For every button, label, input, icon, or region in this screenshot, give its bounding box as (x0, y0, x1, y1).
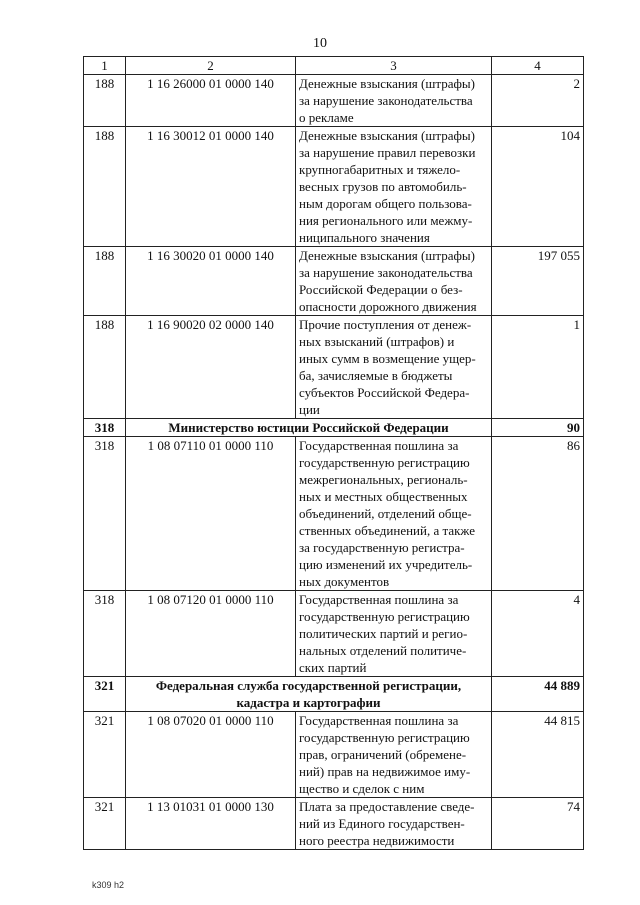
revenue-classification-code: 1 13 01031 01 0000 130 (126, 798, 296, 850)
description-line: Денежные взыскания (штрафы) (299, 76, 475, 91)
description-line: ний) прав на недвижимое иму- (299, 764, 471, 779)
section-header-row (84, 677, 584, 712)
revenue-amount: 197 055 (492, 247, 584, 316)
section-title-line: кадастра и картографии (236, 695, 381, 710)
revenue-description (296, 591, 492, 677)
admin-code: 188 (84, 127, 126, 247)
section-header-row (84, 419, 584, 437)
revenue-classification-code: 1 16 26000 01 0000 140 (126, 75, 296, 127)
revenue-classification-code: 1 16 90020 02 0000 140 (126, 316, 296, 419)
description-line: за нарушение законодательства (299, 93, 473, 108)
description-line: за нарушение законодательства (299, 265, 473, 280)
description-line: опасности дорожного движения (299, 299, 477, 314)
table-row (84, 75, 584, 127)
description-line: Денежные взыскания (штрафы) (299, 248, 475, 263)
column-number-2: 2 (126, 57, 296, 75)
revenue-amount: 44 815 (492, 712, 584, 798)
description-line: ний из Единого государствен- (299, 816, 465, 831)
description-line: субъектов Российской Федера- (299, 385, 470, 400)
description-line: нальных отделений политиче- (299, 643, 467, 658)
admin-code: 321 (84, 712, 126, 798)
section-amount: 90 (492, 419, 584, 437)
table-row (84, 712, 584, 798)
description-line: ного реестра недвижимости (299, 833, 455, 848)
description-line: Государственная пошлина за (299, 438, 459, 453)
description-line: ции (299, 402, 320, 417)
description-line: ных взысканий (штрафов) и (299, 334, 455, 349)
revenue-description (296, 437, 492, 591)
description-line: политических партий и регио- (299, 626, 468, 641)
description-line: ба, зачисляемые в бюджеты (299, 368, 453, 383)
description-line: объединений, отделений обще- (299, 506, 472, 521)
admin-code: 321 (84, 677, 126, 712)
revenue-amount: 104 (492, 127, 584, 247)
description-line: о рекламе (299, 110, 354, 125)
revenue-classification-code: 1 16 30012 01 0000 140 (126, 127, 296, 247)
description-line: государственную регистрацию (299, 730, 470, 745)
description-line: за нарушение правил перевозки (299, 145, 476, 160)
section-amount: 44 889 (492, 677, 584, 712)
description-line: ных документов (299, 574, 390, 589)
revenue-table-container (83, 56, 583, 850)
section-title (126, 677, 492, 712)
admin-code: 188 (84, 247, 126, 316)
revenue-amount: 86 (492, 437, 584, 591)
column-number-4: 4 (492, 57, 584, 75)
admin-code: 318 (84, 419, 126, 437)
table-row (84, 437, 584, 591)
description-line: ным дорогам общего пользова- (299, 196, 472, 211)
description-line: щество и сделок с ним (299, 781, 425, 796)
description-line: за государственную регистра- (299, 540, 465, 555)
revenue-classification-code: 1 08 07020 01 0000 110 (126, 712, 296, 798)
table-row (84, 798, 584, 850)
revenue-description (296, 75, 492, 127)
revenue-amount: 74 (492, 798, 584, 850)
description-line: Плата за предоставление сведе- (299, 799, 475, 814)
column-number-3: 3 (296, 57, 492, 75)
revenue-amount: 1 (492, 316, 584, 419)
admin-code: 188 (84, 316, 126, 419)
admin-code: 318 (84, 591, 126, 677)
description-line: цию изменений их учредитель- (299, 557, 473, 572)
table-row (84, 591, 584, 677)
description-line: прав, ограничений (обремене- (299, 747, 467, 762)
section-title (126, 419, 492, 437)
description-line: Российской Федерации о без- (299, 282, 463, 297)
revenue-description (296, 247, 492, 316)
description-line: ниципального значения (299, 230, 430, 245)
admin-code: 188 (84, 75, 126, 127)
footer-document-code: k309 h2 (92, 880, 125, 890)
section-title-line: Федеральная служба государственной регистрации, (155, 678, 462, 693)
revenue-classification-code: 1 16 30020 01 0000 140 (126, 247, 296, 316)
revenue-amount: 4 (492, 591, 584, 677)
revenue-description (296, 316, 492, 419)
description-line: межрегиональных, региональ- (299, 472, 468, 487)
table-row (84, 316, 584, 419)
revenue-amount: 2 (492, 75, 584, 127)
revenue-description (296, 127, 492, 247)
description-line: иных сумм в возмещение ущер- (299, 351, 476, 366)
section-title-line: Министерство юстиции Российской Федерации (168, 420, 449, 435)
revenue-classification-code: 1 08 07120 01 0000 110 (126, 591, 296, 677)
admin-code: 318 (84, 437, 126, 591)
description-line: Прочие поступления от денеж- (299, 317, 472, 332)
description-line: Денежные взыскания (штрафы) (299, 128, 475, 143)
description-line: государственную регистрацию (299, 455, 470, 470)
description-line: Государственная пошлина за (299, 592, 459, 607)
revenue-description (296, 712, 492, 798)
description-line: крупногабаритных и тяжело- (299, 162, 461, 177)
page-number: 10 (313, 36, 327, 51)
description-line: Государственная пошлина за (299, 713, 459, 728)
column-number-1: 1 (84, 57, 126, 75)
admin-code: 321 (84, 798, 126, 850)
description-line: ских партий (299, 660, 367, 675)
description-line: весных грузов по автомобиль- (299, 179, 467, 194)
description-line: государственную регистрацию (299, 609, 470, 624)
column-number-row (84, 57, 584, 75)
table-row (84, 127, 584, 247)
revenue-classification-code: 1 08 07110 01 0000 110 (126, 437, 296, 591)
description-line: ственных объединений, а также (299, 523, 475, 538)
revenue-description (296, 798, 492, 850)
description-line: ных и местных общественных (299, 489, 468, 504)
table-row (84, 247, 584, 316)
revenue-table (83, 56, 584, 850)
description-line: ния регионального или межму- (299, 213, 473, 228)
